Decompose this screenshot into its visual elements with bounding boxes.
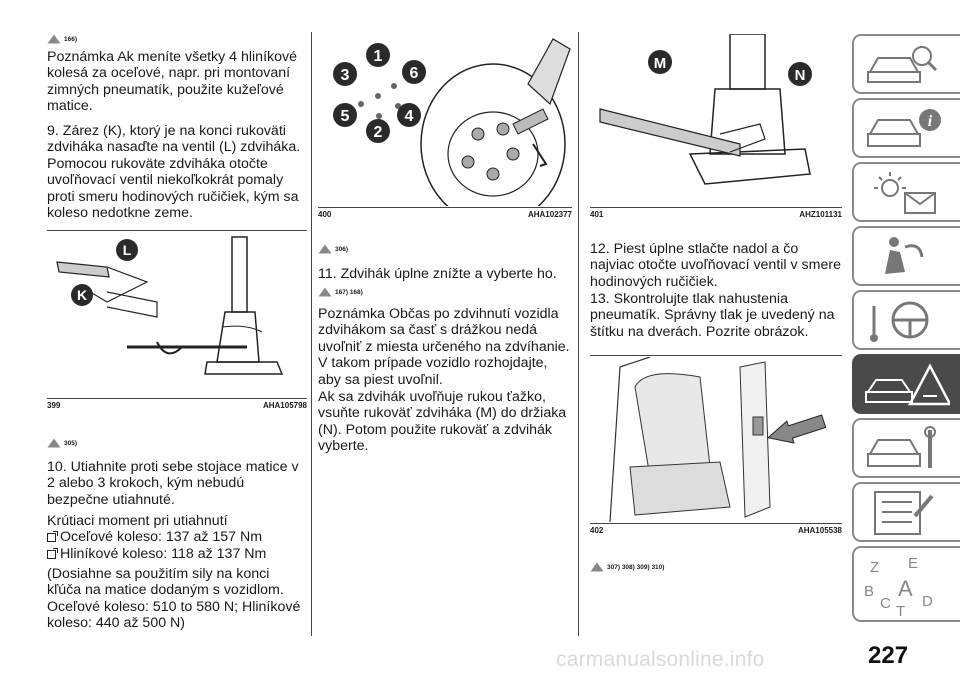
tab-car-search[interactable] (852, 34, 960, 94)
figure-bottom-rule (47, 398, 307, 399)
car-info-icon (860, 104, 950, 154)
handle-paragraph: Ak sa zdvihák uvoľňuje rukou ťažko, vsuňte rukoväť zdviháka (M) do držiaka (N). Potom použite rukoväť a zdvihák vyberte. (318, 389, 567, 455)
warning-reference (318, 244, 348, 254)
label-n: N (794, 67, 806, 84)
svg-text:E: E (908, 555, 919, 572)
tab-alphabet-index[interactable] (852, 546, 960, 622)
step-11-paragraph: 11. Zdvihák úplne znížte a vyberte ho. (318, 266, 557, 282)
warning-triangle-icon (47, 34, 61, 44)
force-paragraph: (Dosiahne sa použitím sily na konci kľúča na matice dodaným s vozidlom. Oceľové koleso: 510 to 580 N; Hliníkové koleso: 440 až 500 N) (47, 566, 301, 632)
bullet-text: Hliníkové koleso: 118 až 137 Nm (60, 546, 267, 562)
figure-bottom-rule (590, 523, 842, 524)
note-paragraph: Poznámka Ak meníte všetky 4 hliníkové kolesá za oceľové, napr. pri montovaní zimných pneumatík, použite kužeľové matice. (47, 49, 297, 115)
tab-checklist[interactable] (852, 482, 960, 542)
bullet-icon (47, 533, 56, 542)
figure-bottom-rule (590, 207, 842, 208)
page-number: 227 (868, 642, 909, 669)
figure-caption (47, 401, 307, 410)
bullet-item (47, 529, 305, 545)
label-1: 1 (373, 48, 383, 65)
label-6: 6 (409, 65, 419, 82)
column-divider (311, 32, 312, 636)
alphabet-index-icon (860, 552, 950, 618)
tab-airbag-seat[interactable] (852, 226, 960, 286)
tab-car-warning[interactable] (852, 354, 960, 414)
warning-triangle-icon (318, 244, 332, 254)
svg-text:B: B (864, 583, 875, 600)
tab-car-wrench[interactable] (852, 418, 960, 478)
svg-text:T: T (896, 603, 906, 618)
bullet-icon (47, 550, 56, 559)
airbag-seat-icon (860, 232, 950, 282)
warning-reference (318, 287, 363, 297)
note-paragraph: Poznámka Občas po zdvihnutí vozidla zdvihákom sa časť s drážkou nedá uvoľniť z miesta určeného na zdvíhanie. V takom prípade vozidlo rozhojdajte, aby sa piest uvoľnil. (318, 306, 570, 388)
figure-bottom-rule (318, 207, 572, 208)
figure-number: 402 (590, 526, 604, 535)
warning-reference (47, 34, 77, 44)
reference-number: 166) (64, 35, 78, 43)
warning-triangle-icon (590, 562, 604, 572)
figure-number: 401 (590, 210, 604, 219)
dashboard-lights-icon (860, 168, 950, 218)
figure-number: 400 (318, 210, 332, 219)
car-warning-icon (860, 360, 950, 410)
label-2: 2 (373, 124, 383, 141)
tab-dashboard-lights[interactable] (852, 162, 960, 222)
label-4: 4 (404, 108, 414, 125)
step-10-paragraph: 10. Utiahnite proti sebe stojace matice v 2 alebo 3 krokoch, kým nebudú bezpečne utiahnuté. (47, 459, 299, 508)
car-search-icon (860, 40, 950, 90)
figure-code: AHA105538 (797, 526, 842, 535)
figure-code: AHA102377 (527, 210, 572, 219)
figure-top-rule (47, 230, 307, 231)
label-m: M (653, 55, 667, 72)
warning-reference (590, 562, 664, 572)
figure-top-rule (590, 355, 842, 356)
steering-key-icon (860, 296, 950, 346)
step-12-paragraph: 12. Piest úplne stlačte nadol a čo najviac otočte uvoľňovací ventil v smere hodinových ručičiek. (590, 241, 841, 290)
checklist-icon (860, 488, 950, 538)
figure-caption (318, 210, 572, 219)
figure-400-nut-order (318, 34, 572, 206)
figure-caption (590, 526, 842, 535)
label-5: 5 (340, 108, 350, 125)
car-wrench-icon (860, 424, 950, 474)
label-k: K (76, 287, 88, 303)
column-divider (578, 32, 579, 636)
svg-text:A: A (898, 576, 913, 601)
svg-text:D: D (922, 593, 933, 610)
figure-402-door-label (590, 357, 842, 522)
warning-triangle-icon (318, 287, 332, 297)
figure-code: AHA105798 (262, 401, 307, 410)
tab-steering-key[interactable] (852, 290, 960, 350)
svg-text:Z: Z (870, 559, 880, 576)
tab-car-info[interactable] (852, 98, 960, 158)
reference-number: 306) (335, 245, 349, 253)
warning-triangle-icon (47, 438, 61, 448)
reference-number: 305) (64, 439, 78, 447)
reference-number: 167) 168) (335, 288, 363, 296)
figure-401-jack-handle (590, 34, 842, 206)
torque-heading: Krútiaci moment pri utiahnutí (47, 513, 228, 529)
step-13-paragraph: 13. Skontrolujte tlak nahustenia pneumatík. Správny tlak je uvedený na štítku na dverách. Pozrite obrázok. (590, 291, 835, 340)
label-3: 3 (340, 67, 350, 84)
figure-caption (590, 210, 842, 219)
bullet-text: Oceľové koleso: 137 až 157 Nm (60, 529, 263, 545)
svg-text:C: C (880, 595, 891, 612)
svg-text:i: i (927, 113, 933, 130)
figure-399-jack-valve (47, 232, 307, 397)
watermark: carmanualsonline.info (556, 648, 765, 671)
bullet-item (47, 546, 305, 562)
step-9-paragraph: 9. Zárez (K), ktorý je na konci rukoväti zdviháka nasaďte na ventil (L) zdviháka. Pomocou rukoväte zdviháka otočte uvoľňovací ventil niekoľkokrát pomaly proti smeru hodinových ručičiek, kým sa koleso nedotkne zeme. (47, 123, 301, 222)
warning-reference (47, 438, 77, 448)
reference-number: 307) 308) 309) 310) (607, 563, 665, 571)
figure-number: 399 (47, 401, 61, 410)
figure-code: AHZ101131 (799, 210, 842, 219)
label-l: L (122, 242, 132, 258)
